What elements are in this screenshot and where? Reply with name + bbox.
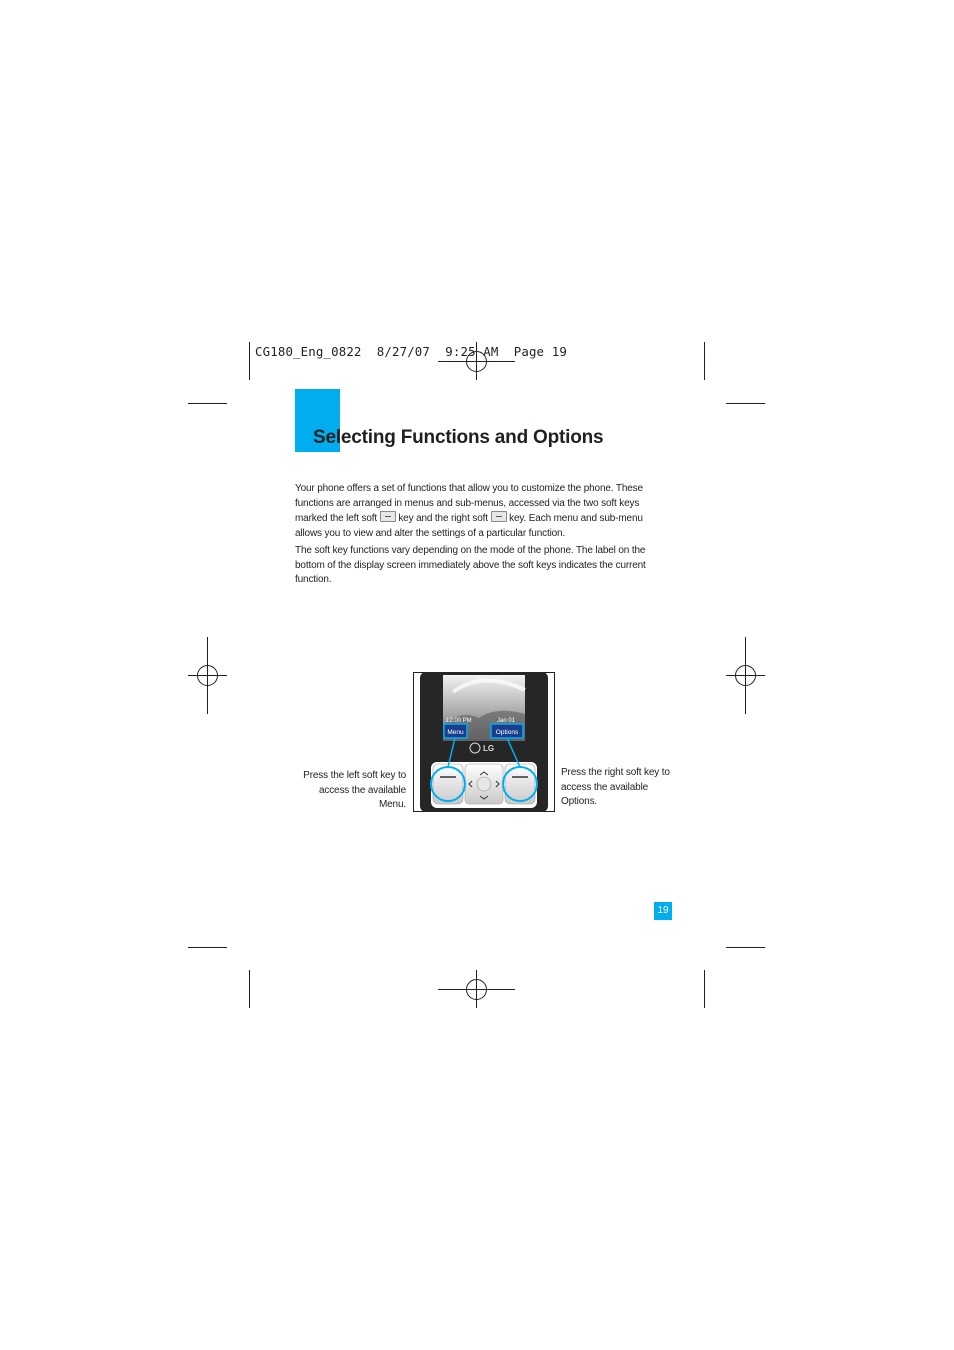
brand-logo: LG	[483, 744, 495, 753]
menu-label: Menu	[447, 729, 464, 736]
crop-mark	[188, 947, 227, 948]
registration-mark	[466, 979, 487, 1000]
crop-mark	[704, 342, 705, 380]
registration-mark	[197, 665, 218, 686]
caption-line: access the available	[561, 781, 649, 793]
crop-mark	[726, 947, 765, 948]
softkey-text: The soft key functions vary depending on the mode of the phone. The label on the bottom of the display screen immediately above the soft keys indicates the current function.	[295, 545, 646, 585]
caption-line: Options.	[561, 796, 598, 807]
left-soft-key-icon	[380, 511, 396, 522]
print-slug: CG180_Eng_0822 8/27/07 9:25 AM Page 19	[255, 344, 568, 359]
crop-mark	[249, 970, 250, 1008]
crop-mark	[249, 342, 250, 380]
intro-text: key and the right soft	[398, 513, 488, 524]
right-soft-key-icon	[491, 511, 507, 522]
ok-key	[477, 777, 491, 791]
intro-text: Your phone offers a set of functions that allow you to customize the phone. These functions are arranged in menus and sub-menus, accessed via the two soft keys marked the left soft	[295, 483, 643, 524]
intro-paragraph	[295, 482, 670, 541]
caption-line: Press the right soft key to	[561, 767, 670, 778]
caption-line: Menu.	[378, 799, 406, 810]
page-number: 19	[654, 902, 672, 920]
screen-time: 12:00 PM	[446, 718, 472, 724]
crop-mark	[704, 970, 705, 1008]
right-caption	[561, 766, 691, 810]
phone-svg	[413, 672, 555, 812]
page-title: Selecting Functions and Options	[313, 427, 604, 448]
phone-illustration	[413, 672, 555, 812]
intro-text: key. Each menu and sub-menu allows you to view and alter the settings of a particular function.	[295, 513, 643, 539]
crop-mark	[726, 403, 765, 404]
caption-line: access the available	[318, 784, 406, 796]
caption-line: Press the left soft key to	[303, 770, 406, 781]
softkey-paragraph	[295, 544, 670, 588]
options-label: Options	[495, 729, 519, 736]
left-caption	[286, 769, 406, 813]
registration-mark	[735, 665, 756, 686]
screen-date: Jan 01	[497, 718, 516, 724]
crop-mark	[188, 403, 227, 404]
